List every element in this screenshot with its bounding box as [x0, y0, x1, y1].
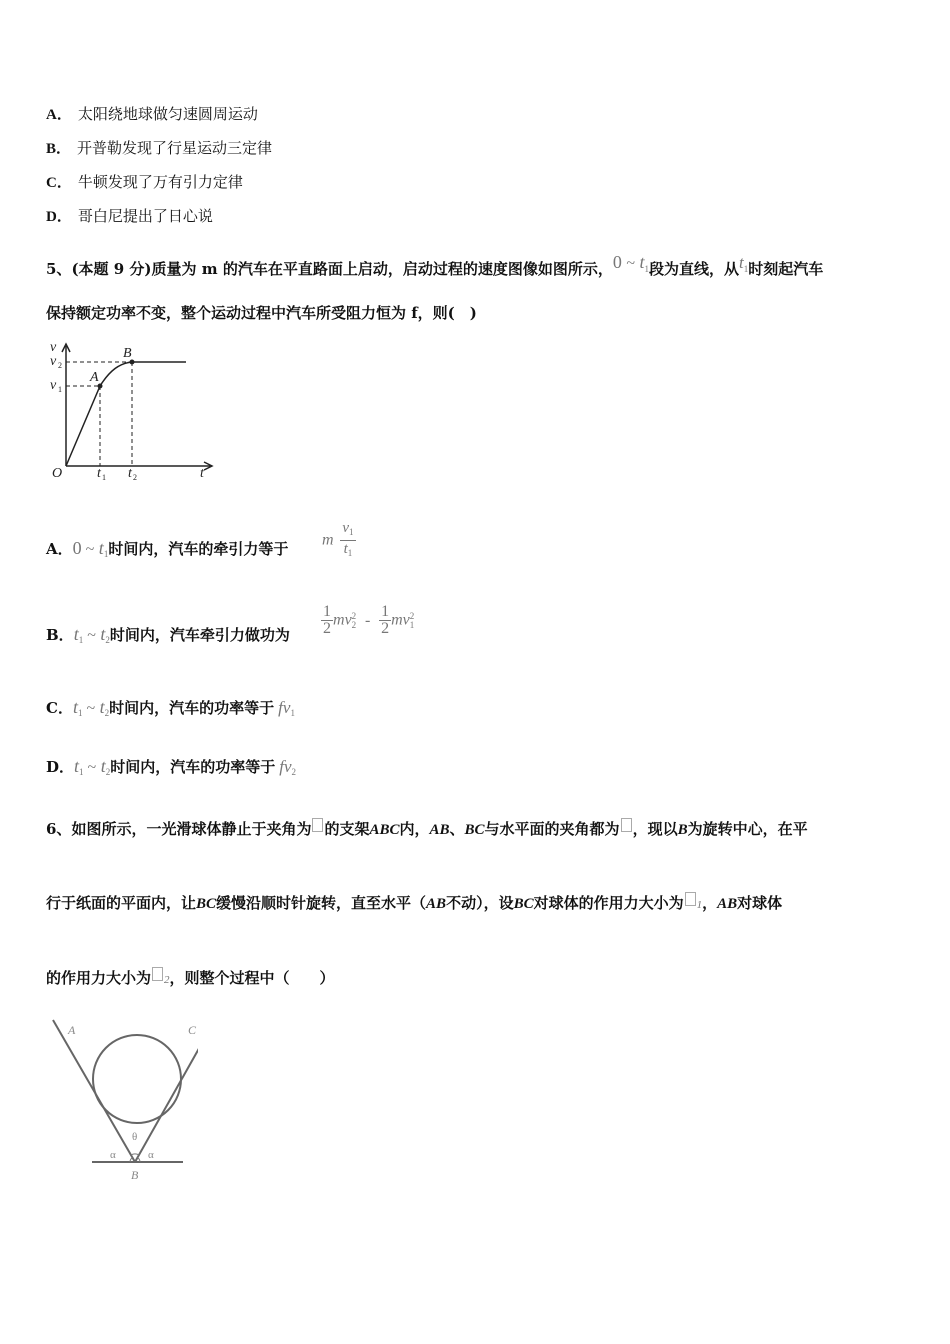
- label-a: A: [68, 1023, 76, 1037]
- v2-label: v: [50, 354, 57, 369]
- prev-option-b: B． 开普勒发现了行星运动三定律: [46, 139, 273, 157]
- t2-sub: 2: [133, 473, 137, 482]
- v2-sub: 2: [58, 361, 62, 370]
- t2-label: t: [128, 466, 132, 481]
- missing-symbol-f1: [685, 892, 696, 906]
- q5-stem-line2: 保持额定功率不变，整个运动过程中汽车所受阻力恒为 f，则( ): [46, 304, 477, 322]
- t1-label: t: [97, 466, 101, 481]
- v-axis-label: v: [50, 340, 57, 355]
- missing-symbol-f2: [152, 967, 163, 981]
- q5-option-c: C．$t_1$ ~ $t_2$时间内，汽车的功率等于 $fv_1$: [46, 697, 295, 718]
- origin-label: O: [52, 466, 63, 481]
- q6-stem-line1: 6、如图所示，一光滑球体静止于夹角为 的支架ABC内，AB、BC与水平面的夹角都为 ，现以B为旋转中心，在平: [46, 820, 808, 838]
- v1-sub: 1: [58, 385, 62, 394]
- label-alpha-left: α: [110, 1149, 116, 1161]
- point-a-label: A: [90, 370, 99, 385]
- curve-segment: [100, 362, 132, 386]
- q5-option-b-formula: $\frac{1}{2}$ mv 2 2 - $\frac{1}{2}$ mv 2 1: [323, 603, 415, 637]
- theta-arc: [131, 1154, 139, 1155]
- label-b: B: [131, 1168, 139, 1182]
- missing-symbol-alpha: [621, 818, 632, 832]
- label-theta: θ: [132, 1131, 138, 1143]
- prev-option-a: A． 太阳绕地球做匀速圆周运动: [46, 105, 258, 123]
- q5-option-d: D．$t_1$ ~ $t_2$时间内，汽车的功率等于 $fv_2$: [46, 756, 296, 777]
- linear-segment: [66, 386, 100, 466]
- t-axis-label: t: [200, 466, 204, 481]
- prev-option-c: C． 牛顿发现了万有引力定律: [46, 173, 243, 191]
- t1-sub: 1: [102, 473, 106, 482]
- v1-label: v: [50, 378, 57, 393]
- q5-option-a: A．0 ~ $t_1$时间内，汽车的牵引力等于: [46, 538, 289, 559]
- q5-option-b: B．$t_1$ ~ $t_2$时间内，汽车牵引力做功为: [46, 624, 290, 645]
- q5-stem-line1: 5、(本题 9 分)质量为 m 的汽车在平直路面上启动，启动过程的速度图像如图所示，0 ~ $t^1$段为直线，从$t^1$时刻起汽车: [46, 252, 824, 278]
- prev-option-d: D． 哥白尼提出了日心说: [46, 207, 213, 225]
- sphere: [93, 1035, 181, 1123]
- q6-support-figure: [48, 1012, 198, 1184]
- arm-bc: [135, 1020, 198, 1162]
- q6-stem-line2: 行于纸面的平面内，让BC缓慢沿顺时针旋转，直至水平（AB不动），设BC对球体的作用力大小为 1，AB对球体: [46, 894, 783, 912]
- q5-option-a-formula: m $\frac{v_1}{t_1}$: [322, 520, 354, 558]
- point-b-label: B: [123, 346, 132, 361]
- q5-vt-graph: [44, 338, 224, 484]
- missing-symbol-theta: [312, 818, 323, 832]
- label-c: C: [188, 1023, 197, 1037]
- q6-stem-line3: 的作用力大小为 2，则整个过程中（ ）: [46, 969, 335, 987]
- label-alpha-right: α: [148, 1149, 154, 1161]
